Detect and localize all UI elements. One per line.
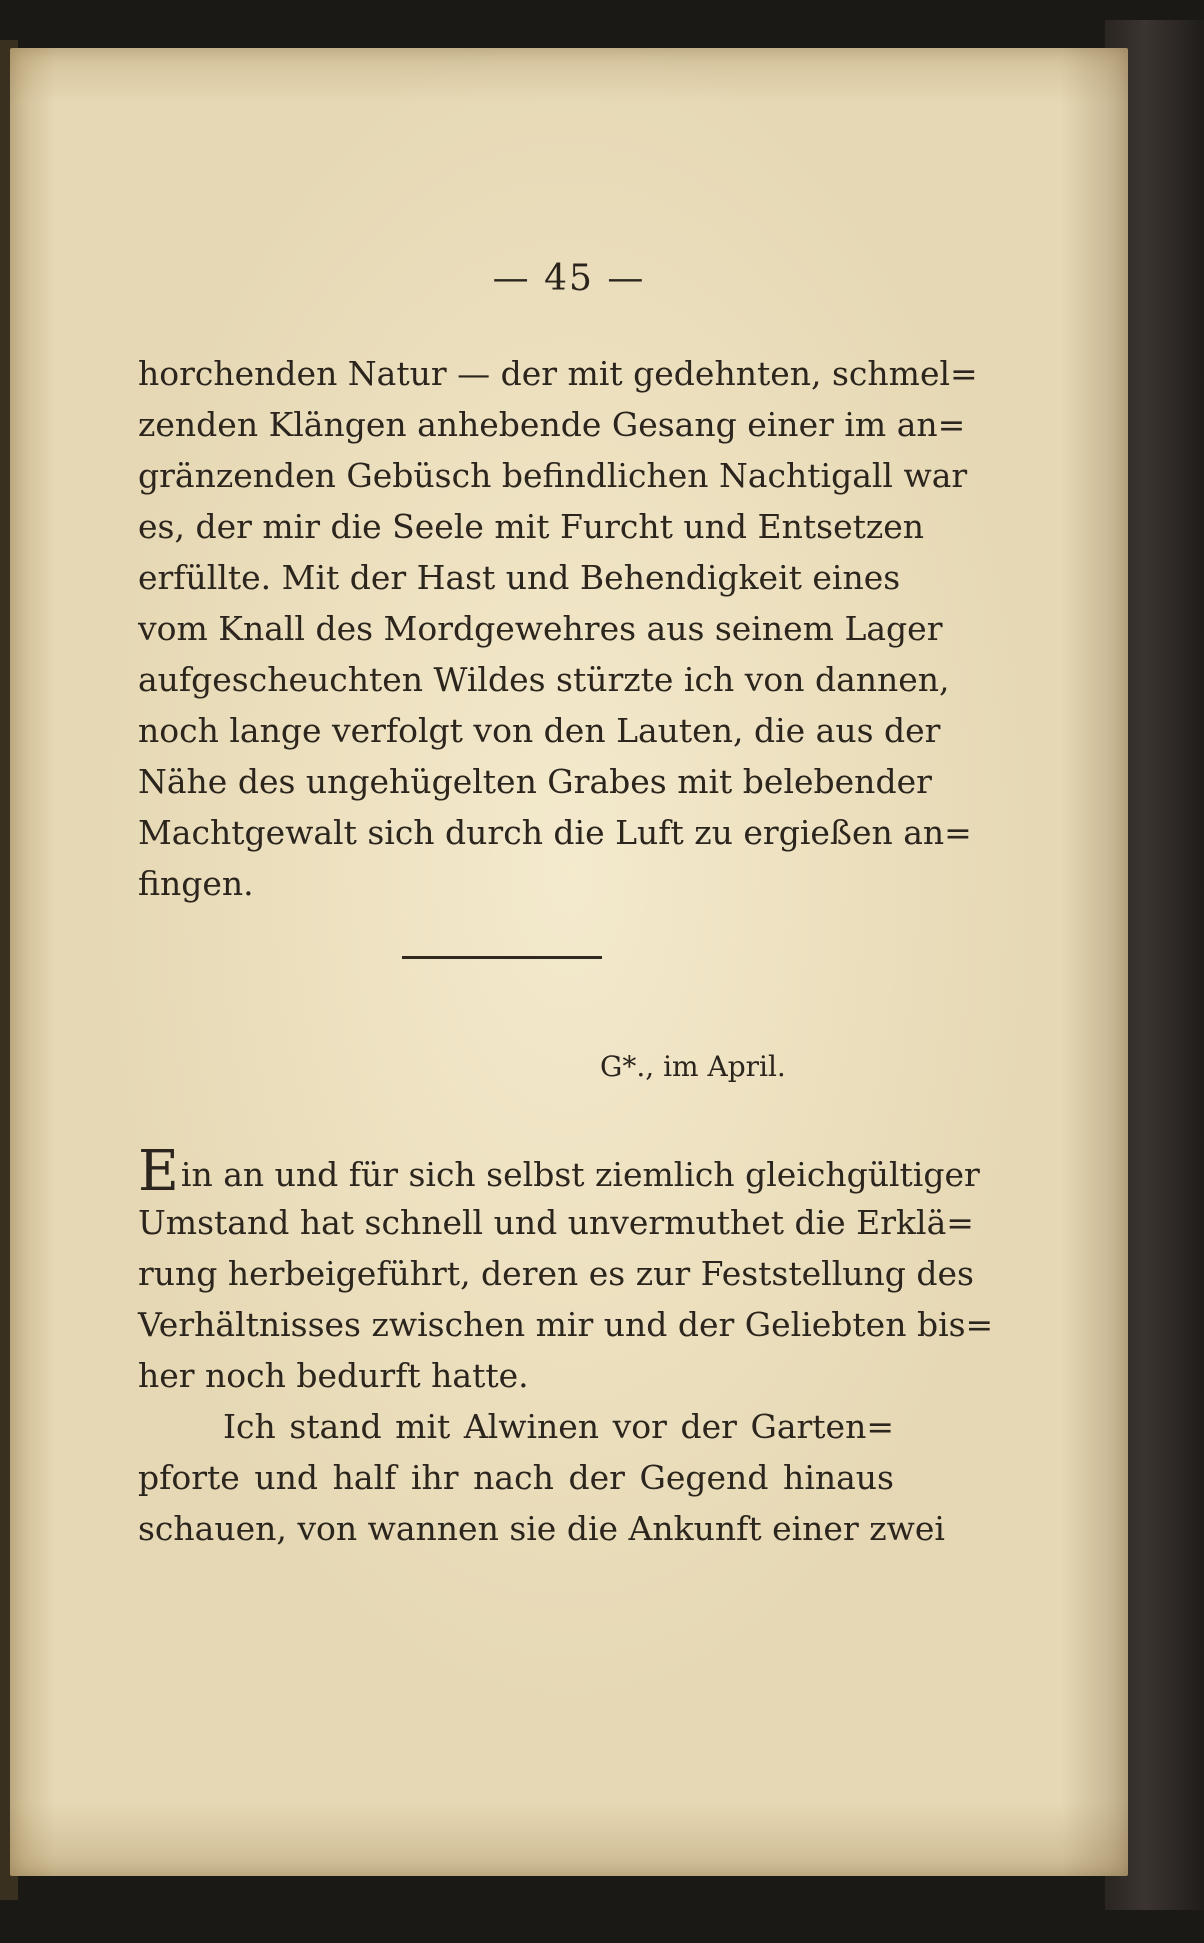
text-line: es, der mir die Seele mit Furcht und Entsetzen [138, 507, 925, 546]
section-2-text [138, 1139, 994, 1554]
text-line: her noch bedurft hatte. [138, 1356, 529, 1395]
text-line: zenden Klängen anhebende Gesang einer im an= [138, 405, 966, 444]
text-line: erfüllte. Mit der Hast und Behendigkeit eines [138, 558, 901, 597]
text-line: Machtgewalt sich durch die Luft zu ergießen an= [138, 813, 972, 852]
section-1-text [138, 348, 978, 909]
text-line-first [138, 1139, 980, 1204]
text-line: rung herbeigeführt, deren es zur Feststellung des [138, 1254, 974, 1293]
text-line: horchenden Natur — der mit gedehnten, schmel= [138, 354, 978, 393]
book-page [10, 48, 1128, 1876]
text-line: pforte und half ihr nach der Gegend hinaus [138, 1458, 894, 1497]
text-line: Verhältnisses zwischen mir und der Geliebten bis= [138, 1305, 994, 1344]
text-line: aufgescheuchten Wildes stürzte ich von dannen, [138, 660, 950, 699]
text-line: gränzenden Gebüsch befindlichen Nachtigall war [138, 456, 968, 495]
text-line: noch lange verfolgt von den Lauten, die aus der [138, 711, 941, 750]
initial-letter: E [138, 1139, 179, 1204]
text-line: Umstand hat schnell und unvermuthet die Erklä= [138, 1203, 974, 1242]
page-number: — 45 — [492, 258, 646, 299]
text-line: Nähe des ungehügelten Grabes mit belebender [138, 762, 932, 801]
section-divider [402, 956, 602, 959]
text-line: schauen, von wannen sie die Ankunft einer zwei [138, 1509, 945, 1548]
text-line: Ich stand mit Alwinen vor der Garten= [223, 1407, 894, 1446]
first-line-text: in an und für sich selbst ziemlich gleichgültiger [180, 1155, 980, 1194]
text-line: vom Knall des Mordgewehres aus seinem Lager [138, 609, 943, 648]
dateline: G*., im April. [600, 1050, 786, 1083]
text-line: fingen. [138, 864, 254, 903]
